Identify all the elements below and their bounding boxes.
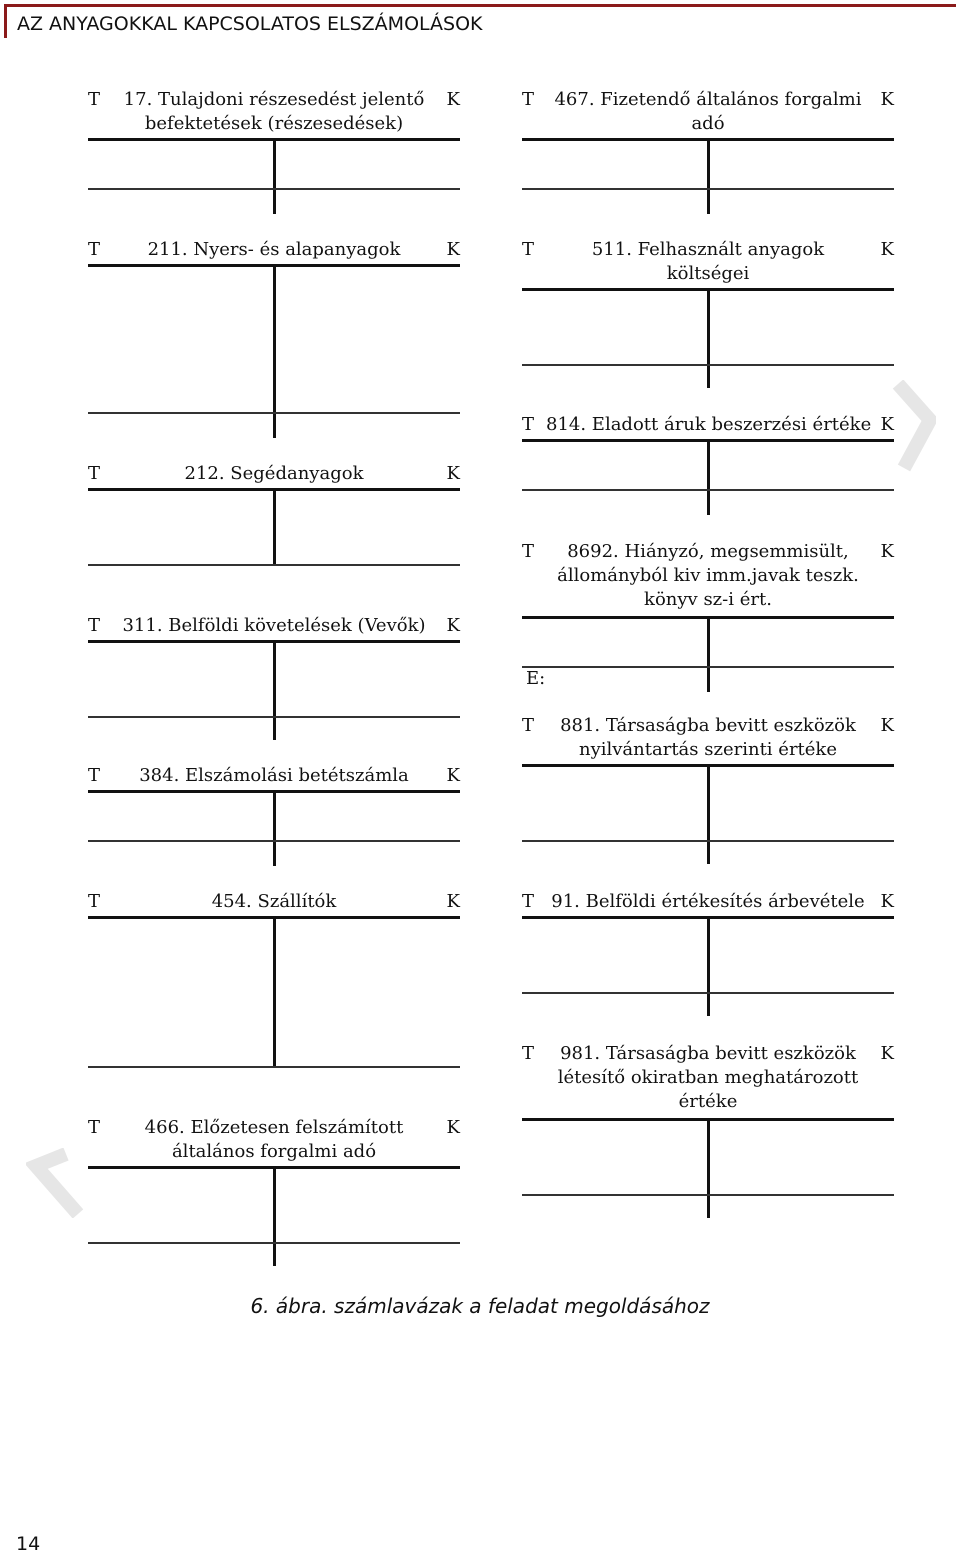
t-account-total-line: [522, 666, 894, 668]
t-account-total-line: [522, 489, 894, 491]
debit-label: T: [88, 463, 101, 484]
account-title-line: 91. Belföldi értékesítés árbevétele: [551, 891, 865, 912]
account-title-line: létesítő okiratban meghatározott: [557, 1067, 859, 1088]
credit-label: K: [880, 891, 894, 912]
t-account-divider: [707, 138, 710, 214]
debit-label: T: [88, 615, 101, 636]
credit-label: K: [446, 1117, 460, 1138]
account-title: [546, 1042, 870, 1114]
t-account-total-line: [522, 364, 894, 366]
t-account-total-line: [88, 1066, 460, 1068]
t-account: [88, 764, 460, 870]
debit-label: T: [88, 89, 101, 110]
account-title-line: 17. Tulajdoni részesedést jelentő: [123, 89, 425, 110]
t-account-divider: [273, 916, 276, 1066]
credit-label: K: [880, 239, 894, 260]
t-account: [522, 88, 894, 218]
account-title: [546, 540, 870, 612]
account-title-line: 511. Felhasznált anyagok: [591, 239, 825, 260]
t-account: [522, 890, 894, 1020]
account-title-line: 881. Társaságba bevitt eszközök: [560, 715, 856, 736]
account-title-line: 384. Elszámolási betétszámla: [139, 765, 409, 786]
t-account: [88, 88, 460, 218]
account-title: [546, 714, 870, 762]
t-account-total-line: [88, 564, 460, 566]
debit-label: T: [522, 715, 535, 736]
account-title-line: általános forgalmi adó: [171, 1141, 377, 1162]
credit-label: K: [880, 1043, 894, 1064]
t-account-divider: [273, 138, 276, 214]
debit-label: T: [522, 1043, 535, 1064]
t-account-total-line: [88, 188, 460, 190]
t-account-divider: [273, 790, 276, 866]
t-account: [522, 238, 894, 392]
account-title-line: 211. Nyers- és alapanyagok: [147, 239, 401, 260]
t-account-total-line: [88, 412, 460, 414]
account-title: [112, 1116, 436, 1164]
credit-label: K: [880, 89, 894, 110]
t-account-divider: [707, 1118, 710, 1218]
t-account-divider: [707, 616, 710, 692]
account-title-line: 212. Segédanyagok: [184, 463, 364, 484]
account-title-line: 8692. Hiányzó, megsemmisült,: [567, 541, 849, 562]
t-account-divider: [273, 640, 276, 740]
account-title-line: állományból kiv imm.javak teszk.: [557, 565, 859, 586]
account-title: [112, 238, 436, 262]
account-title: [112, 462, 436, 486]
t-account: [88, 614, 460, 744]
account-title: [546, 413, 870, 437]
t-account-total-line: [88, 1242, 460, 1244]
account-title: [546, 238, 870, 286]
account-title-line: 466. Előzetesen felszámított: [144, 1117, 404, 1138]
header-title: AZ ANYAGOKKAL KAPCSOLATOS ELSZÁMOLÁSOK: [17, 13, 483, 35]
account-title-line: adó: [691, 113, 725, 134]
credit-label: K: [446, 239, 460, 260]
account-title-line: könyv sz-i ért.: [644, 589, 772, 610]
t-account-total-line: [522, 992, 894, 994]
debit-label: T: [522, 239, 535, 260]
account-title-line: költségei: [666, 263, 750, 284]
t-account: [88, 890, 460, 1070]
credit-label: K: [880, 715, 894, 736]
t-account: [88, 462, 460, 568]
account-title-line: 814. Eladott áruk beszerzési értéke: [546, 414, 872, 435]
t-account: [522, 1042, 894, 1222]
credit-label: K: [446, 891, 460, 912]
debit-label: T: [522, 541, 535, 562]
account-title: [546, 88, 870, 136]
t-account-total-line: [522, 188, 894, 190]
account-title-line: nyilvántartás szerinti értéke: [578, 739, 837, 760]
t-account: [88, 1116, 460, 1270]
account-title: [112, 764, 436, 788]
credit-label: K: [880, 541, 894, 562]
t-account-divider: [707, 764, 710, 864]
credit-label: K: [446, 463, 460, 484]
t-account: [522, 714, 894, 868]
credit-label: K: [880, 414, 894, 435]
debit-label: T: [88, 1117, 101, 1138]
t-account-total-line: [522, 1194, 894, 1196]
debit-label: T: [522, 89, 535, 110]
credit-label: K: [446, 765, 460, 786]
t-account-divider: [707, 916, 710, 1016]
watermark-chevron-left: [26, 1148, 86, 1218]
account-title-line: 467. Fizetendő általános forgalmi: [554, 89, 862, 110]
t-account-total-line: [88, 840, 460, 842]
t-account-divider: [273, 488, 276, 564]
watermark-chevron-right: [892, 380, 936, 472]
figure-caption: 6. ábra. számlavázak a feladat megoldásához: [250, 1294, 710, 1318]
t-account-divider: [707, 288, 710, 388]
t-account-total-line: [522, 840, 894, 842]
account-title: [546, 890, 870, 914]
account-title: [112, 890, 436, 914]
t-account-total-line: [88, 716, 460, 718]
t-account: [522, 413, 894, 519]
credit-label: K: [446, 615, 460, 636]
debit-label: T: [522, 414, 535, 435]
account-title: [112, 614, 436, 638]
t-account: [88, 238, 460, 442]
account-title-line: értéke: [678, 1091, 738, 1112]
account-title-line: 311. Belföldi követelések (Vevők): [122, 615, 426, 636]
account-title-line: 981. Társaságba bevitt eszközök: [560, 1043, 856, 1064]
account-title-line: 454. Szállítók: [211, 891, 337, 912]
note-label: E:: [526, 668, 546, 689]
account-title-line: befektetések (részesedések): [144, 113, 404, 134]
credit-label: K: [446, 89, 460, 110]
debit-label: T: [88, 239, 101, 260]
page-number: 14: [16, 1533, 41, 1555]
debit-label: T: [88, 891, 101, 912]
t-account-divider: [707, 439, 710, 515]
t-account-divider: [273, 1166, 276, 1266]
t-account: [522, 540, 894, 696]
debit-label: T: [88, 765, 101, 786]
debit-label: T: [522, 891, 535, 912]
account-title: [112, 88, 436, 136]
